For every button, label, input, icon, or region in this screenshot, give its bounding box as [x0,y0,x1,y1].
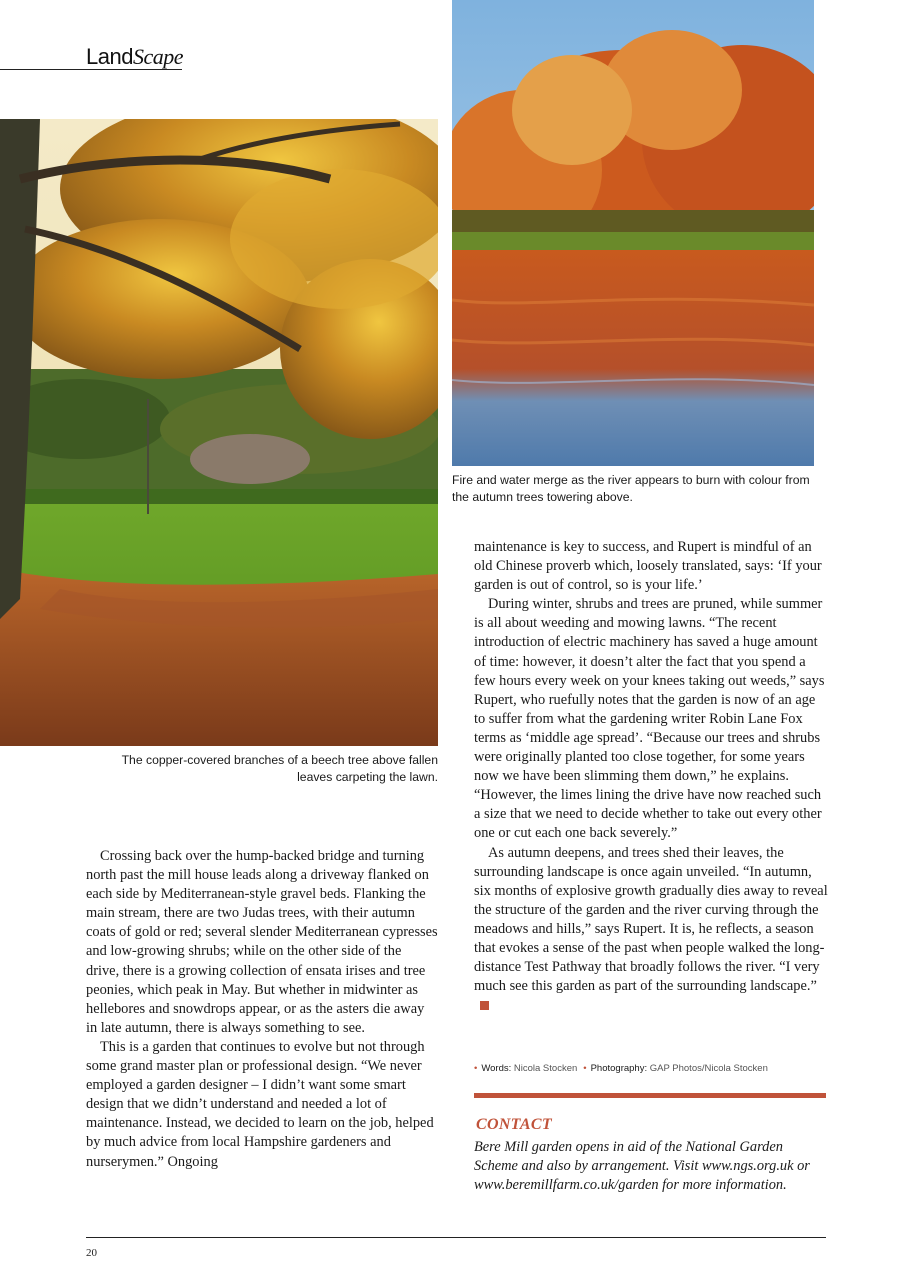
article-paragraph: This is a garden that continues to evolve but not through some grand master plan or professional design. “We never employed a garden designer – I didn’t want some smart design that we didn’t understand and needed a lot of maintenance. Instead, we decided to learn on the job, helped by much advice from local Hampshire gardeners and nurserymen.” Ongoing [86,1038,434,1170]
bullet-dot-icon: • [474,1063,478,1074]
caption-river: Fire and water merge as the river appears to burn with colour from the autumn trees towering above. [452,473,810,504]
section-label-prefix: Land [86,44,133,69]
bullet-dot-icon: • [583,1063,587,1074]
article-paragraph-text: As autumn deepens, and trees shed their leaves, the surrounding landscape is once again unveiled. “In autumn, six months of explosive growth gradually dies away to reveal the structure of the garden and the river curving through the meadows and hills,” says Rupert. It is, he reflects, a season that evokes a sense of the past when people walked the long-distance Test Pathway that broadly follows the river. “I very much see this garden as part of the surrounding landscape.” [474,844,828,995]
footer-rule [86,1237,826,1238]
page-number: 20 [86,1247,97,1259]
article-paragraph: Crossing back over the hump-backed bridge and turning north past the mill house leads along a driveway flanked on each side by Mediterranean-style gravel beds. Flanking the main stream, there are two Judas trees, with their autumn coats of gold or red; several slender Mediterranean cypresses and low-growing shrubs; while on the other side of the drive, there is a growing collection of ensata irises and tree peonies, which peak in May. But whether in midwinter as hellebores and snowdrops appear, or as the asters die away in late autumn, there is always something to see. [86,848,438,1036]
beech-tree-illustration [0,119,438,746]
end-mark-square [480,1001,489,1010]
contact-body: Bere Mill garden opens in aid of the National Garden Scheme and also by arrangement. Visit www.ngs.org.uk or www.beremillfarm.co.uk/garden for more information. [474,1139,810,1193]
section-label-suffix: Scape [132,44,183,69]
beech-tree-photo [0,119,438,746]
photography-value: GAP Photos/Nicola Stocken [649,1063,768,1074]
words-value: Nicola Stocken [513,1063,578,1074]
article-paragraph: maintenance is key to success, and Rupert is mindful of an old Chinese proverb which, loosely translated, says: ‘If your garden is out of control, so is your life.’ [474,539,822,594]
article-paragraph: During winter, shrubs and trees are pruned, while summer is all about weeding and mowing lawns. “The recent introduction of electric machinery has saved a huge amount of time: however, it doesn’t alter the fact that you spend a few hours every week on your knees taking out weeds,” says Rupert, who ruefully notes that the garden is now of an age to suffer from what the gardening writer Robin Lane Fox terms as ‘middle age spread’. “Because our trees and shrubs were originally planted too close together, for some years now we have been slimming them down,” he explains. “However, the limes lining the drive have now reached such a size that we need to decide whether to take out every other one or cut each one back severely.” [474,596,825,842]
article-column-right [474,538,828,1015]
article-paragraph-last [474,844,828,1016]
contact-title: CONTACT [476,1116,552,1133]
words-label: Words: [481,1063,512,1074]
river-photo [452,0,814,466]
caption-beech: The copper-covered branches of a beech tree above fallen leaves carpeting the lawn. [121,753,438,784]
photography-label: Photography: [590,1063,648,1074]
river-illustration [452,0,814,466]
credits-line [474,1063,768,1074]
section-label [86,44,183,70]
article-column-left [86,847,438,1172]
contact-divider-bar [474,1093,826,1098]
